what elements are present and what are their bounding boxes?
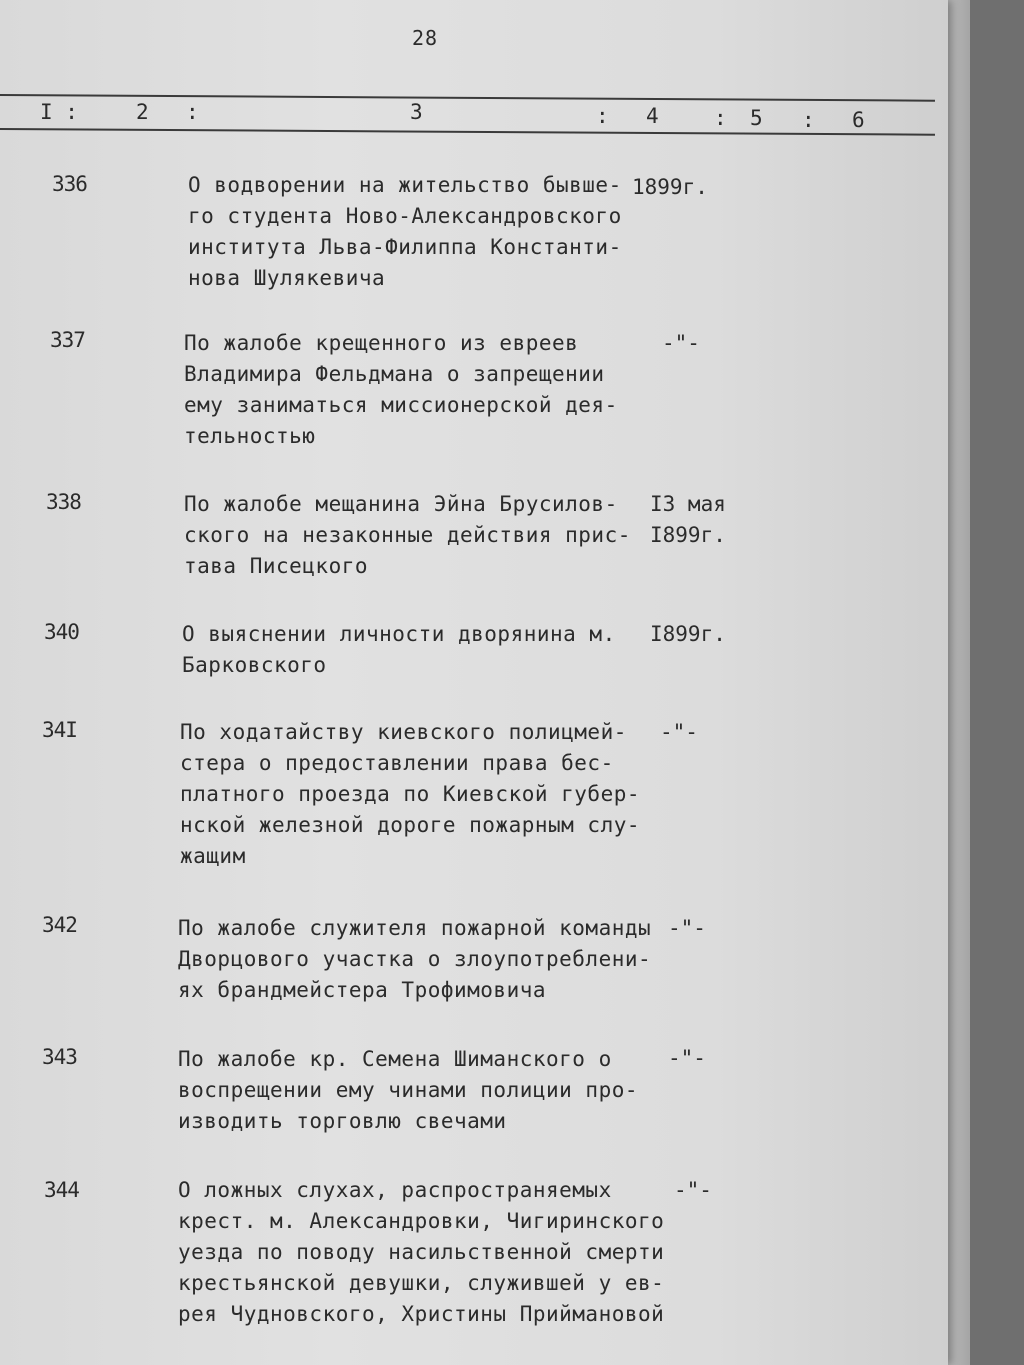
entry-line: По жалобе служителя пожарной команды <box>178 916 652 940</box>
entry-line: крестьянской девушки, служившей у ев- <box>178 1271 665 1295</box>
entry-line: института Льва-Филиппа Константи- <box>188 235 622 259</box>
entry-line: жащим <box>180 844 246 868</box>
entry-date: -"- <box>668 916 706 940</box>
entry-date: -"- <box>674 1178 712 1202</box>
entry-number: 337 <box>50 328 85 352</box>
entry-line: стера о предоставлении права бес- <box>180 751 614 775</box>
column-header-1: I : <box>40 100 78 124</box>
column-header-5: 5 <box>750 106 763 130</box>
entry-line: нова Шулякевича <box>188 266 386 290</box>
entry-date: I3 мая I899г. <box>650 492 726 547</box>
entry-number: 340 <box>44 620 79 644</box>
entry-line: ского на незаконные действия прис- <box>184 523 631 547</box>
page-number: 28 <box>412 26 439 50</box>
column-separator: : <box>186 100 199 124</box>
entry-number: 343 <box>42 1045 77 1069</box>
column-separator: : <box>714 106 727 130</box>
entry-line: По жалобе крещенного из евреев <box>184 331 579 355</box>
entry-description <box>184 489 674 582</box>
entry-line: Дворцового участка о злоупотреблени- <box>178 947 652 971</box>
entry-line: О водворении на жительство бывше- <box>188 173 622 197</box>
entry-number: 34I <box>42 718 77 742</box>
column-header-2: 2 <box>136 100 149 124</box>
entry-date: -"- <box>660 720 698 744</box>
entry-line: рея Чудновского, Христины Приймановой <box>178 1302 665 1326</box>
entry-number: 336 <box>52 172 87 196</box>
entry-description <box>182 619 672 681</box>
entry-number: 338 <box>46 490 81 514</box>
entry-description <box>188 170 678 294</box>
column-header-4: 4 <box>646 104 659 128</box>
entry-line: Владимира Фельдмана о запрещении <box>184 362 605 386</box>
entry-line: О выяснении личности дворянина м. <box>182 622 616 646</box>
entry-line: крест. м. Александровки, Чигиринского <box>178 1209 665 1233</box>
entry-line: нской железной дороге пожарным слу- <box>180 813 641 837</box>
entry-description <box>180 717 670 872</box>
header-rule-bottom <box>0 128 935 136</box>
entry-number: 342 <box>42 913 77 937</box>
entry-description <box>178 1044 668 1137</box>
entry-line: Барковского <box>182 653 327 677</box>
entry-line: го студента Ново-Александровского <box>188 204 622 228</box>
entry-line: тельностью <box>184 424 316 448</box>
entry-date: 1899г. <box>632 175 708 199</box>
entry-line: платного проезда по Киевской губер- <box>180 782 641 806</box>
entry-line: ях брандмейстера Трофимовича <box>178 978 547 1002</box>
entry-line: ему заниматься миссионерской дея- <box>184 393 618 417</box>
entry-description <box>184 328 674 452</box>
entry-line: По ходатайству киевского полицмей- <box>180 720 627 744</box>
entry-date: -"- <box>662 331 700 355</box>
entry-line: тава Писецкого <box>184 554 369 578</box>
column-separator: : <box>802 108 815 132</box>
entry-line: изводить торговлю свечами <box>178 1109 507 1133</box>
entry-number: 344 <box>44 1178 79 1202</box>
column-header-3: 3 <box>410 100 423 124</box>
entry-line: По жалобе мещанина Эйна Брусилов- <box>184 492 618 516</box>
entry-line: О ложных слухах, распространяемых <box>178 1178 612 1202</box>
entry-line: По жалобе кр. Семена Шиманского о <box>178 1047 612 1071</box>
entry-date: -"- <box>668 1046 706 1070</box>
entry-date: I899г. <box>650 622 726 646</box>
entry-line: воспрещении ему чинами полиции про- <box>178 1078 639 1102</box>
entry-line: уезда по поводу насильственной смерти <box>178 1240 665 1264</box>
entry-description <box>178 1175 668 1330</box>
column-separator: : <box>596 104 609 128</box>
entry-description <box>178 913 668 1006</box>
column-header-6: 6 <box>852 108 865 132</box>
